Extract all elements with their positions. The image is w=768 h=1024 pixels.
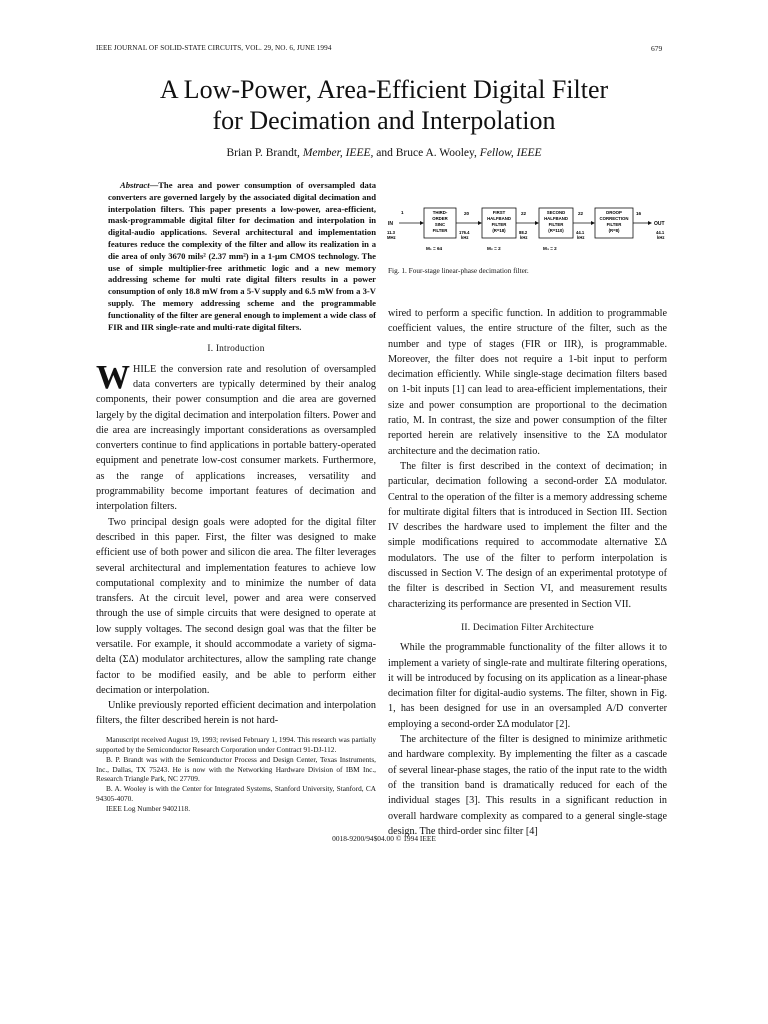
block-2-line-3: FILTER	[491, 222, 507, 227]
block-2-line-1: FIRST	[492, 210, 506, 215]
block-3-line-2: HALFBAND	[544, 216, 568, 221]
link-3-rate: 44.1	[576, 230, 585, 235]
footnote-log-number: IEEE Log Number 9402118.	[106, 804, 191, 814]
block-1-line-1: THIRD-	[432, 210, 448, 215]
right-paragraph-2: The filter is first described in the context of decimation; in particular, decimation following a second-order ΣΔ modulator. Central to the operation of the filter is a memory addressing scheme for multirate digital filters that is introduced in Section III. Section IV describes the hardware used to implement the filter and the simple modifications required to accommodate alternative ΣΔ modulators. The use of the filter to perform interpolation is discussed in Section V. The design of an experimental prototype of the filter is described in Section VI, and measurement results characterizing its performance are presented in Section VII.	[388, 460, 667, 610]
block-4-line-2: CORRECTION	[599, 216, 629, 221]
figure-1-block-diagram	[386, 206, 671, 262]
block-2-line-2: HALFBAND	[487, 216, 511, 221]
arrowhead-out	[648, 221, 652, 225]
footnote-author-2: B. A. Wooley is with the Center for Integrated Systems, Stanford University, Stanford, CA 94305-4070.	[96, 784, 376, 804]
link-3-unit: kHz	[577, 235, 585, 240]
title-line-2: for Decimation and Interpolation	[212, 106, 556, 135]
link-2-rate: 88.2	[519, 230, 528, 235]
output-rate: 44.1	[656, 230, 665, 235]
link-2-bits: 22	[521, 211, 527, 216]
intro-paragraph-1	[96, 358, 376, 515]
block-3-line-4: (R=110)	[548, 228, 564, 233]
block-1-line-3: SINC	[434, 222, 446, 227]
author-conjunction: and	[376, 147, 393, 159]
decimation-factor-2: M₂ = 2	[487, 246, 501, 251]
footnote-author-1: B. P. Brandt was with the Semiconductor Process and Design Center, Texas Instruments, Inc., Dallas, TX 75243. He is now with the Networking Hardware Division of IBM Inc., Research Triangle Park, NC 27709.	[96, 754, 376, 784]
section-heading-architecture: II. Decimation Filter Architecture	[461, 622, 594, 633]
decimation-factor-3: M₃ = 2	[543, 246, 557, 251]
block-4-line-1: DROOP	[606, 210, 622, 215]
arrowhead-in	[420, 221, 424, 225]
author-1-role: Member, IEEE,	[302, 147, 374, 159]
input-label: IN	[388, 221, 393, 227]
paper-title	[60, 74, 708, 136]
link-2-unit: kHz	[520, 235, 528, 240]
author-line	[60, 147, 708, 159]
left-column	[96, 180, 376, 814]
output-rate-unit: kHz	[657, 235, 665, 240]
block-4-line-4: (R=8)	[608, 228, 620, 233]
arrowhead-link-1	[478, 221, 482, 225]
footnote-manuscript: Manuscript received August 19, 1993; revised February 1, 1994. This research was partially supported by the Semiconductor Research Corporation under Contract 91-DJ-112.	[96, 734, 376, 754]
right-paragraph-4: The architecture of the filter is designed to minimize arithmetic and hardware complexity. By implementing the filter as a cascade of several linear-phase stages, the ratio of the input rate to the width of the transition band is dramatically reduced for each of the individual stages [3]. This results in a significant reduction in overall hardware complexity as compared to a general single-stage design. The third-order sinc filter [4]	[388, 734, 667, 837]
right-paragraph-1: wired to perform a specific function. In addition to programmable coefficient values, the entire structure of the filter, such as the number and type of stages (FIR or IIR), is programmable. Moreover, the filter does not require a 1-bit input to perform decimation efficiently. While single-stage decimation filters based on 1-bit inputs [1] can lead to area-efficient implementations, their size and power consumption are proportional to the decimation ratio, M. In contrast, the size and power consumption of the filter reported herein are relatively insensitive to the ΣΔ modulator architecture and the decimation ratio.	[388, 308, 667, 457]
right-column	[388, 306, 667, 839]
intro-paragraph-3: Unlike previously reported efficient decimation and interpolation filters, the filter described herein is not hard-	[96, 700, 376, 727]
right-paragraph-3: While the programmable functionality of the filter allows it to implement a variety of single-rate and multirate filtering operations, it will be introduced by focusing on its application as a linear-phase decimation filter for digital-audio systems. The filter, shown in Fig. 1, has been designed for use in an oversampled A/D converter employing a second-order ΣΔ modulator [2].	[388, 642, 667, 730]
block-3-line-1: SECOND	[546, 210, 566, 215]
block-2-line-4: (R=18)	[492, 228, 506, 233]
output-bits: 16	[636, 211, 642, 216]
abstract	[108, 180, 376, 333]
block-1-line-2: ORDER	[432, 216, 448, 221]
author-1: Brian P. Brandt,	[226, 147, 300, 159]
input-bits: 1	[401, 210, 404, 215]
input-rate-unit: MHz	[387, 235, 396, 240]
block-3-line-3: FILTER	[548, 222, 564, 227]
footnotes	[96, 735, 376, 814]
running-head: IEEE JOURNAL OF SOLID-STATE CIRCUITS, VOL. 29, NO. 6, JUNE 1994	[96, 44, 332, 52]
decimation-factor-1: M₁ = 64	[426, 246, 443, 251]
block-4-line-3: FILTER	[606, 222, 622, 227]
intro-paragraph-1-text: HILE the conversion rate and resolution of oversampled data converters are typically determined by their analog components, their power consumption and die area are governed largely by the digital decimation and interpolation filters. Power and die area are increasingly important considerations as oversampled converters continue to find applications in portable battery-operated equipment and penetrate low-cost consumer markets. Furthermore, as the range of applications increases, versatility and programmability become important features of decimation and interpolation filters.	[96, 363, 376, 513]
link-3-bits: 22	[578, 211, 584, 216]
input-rate: 11.3	[387, 230, 395, 235]
link-1-bits: 20	[464, 211, 470, 216]
author-2-role: Fellow, IEEE	[479, 147, 542, 159]
abstract-text: The area and power consumption of oversampled data converters are governed largely by the associated digital decimation and interpolation filters. This paper presents a low-power, area-efficient, mask-programmable digital filter for decimation and interpolation in digital-audio applications. Several architectural and implementation features reduce the complexity of the filter and allow its realization in a die area of only 3670 mils² (2.37 mm²) in a 1-μm CMOS technology. The use of simple multiplier-free arithmetic logic and a new memory addressing scheme for multi rate digital filters results in a power consumption of only 18.8 mW from a 5-V supply and 6.5 mW from a 3-V supply. The memory addressing scheme and the programmable functionality of the filter are general enough to implement a wide class of FIR and IIR single-rate and multi-rate digital filters.	[108, 180, 376, 332]
drop-cap: W	[96, 358, 130, 396]
block-1-line-4: FILTER	[432, 228, 448, 233]
arrowhead-link-2	[535, 221, 539, 225]
link-1-unit: kHz	[461, 235, 469, 240]
link-1-rate: 176.4	[459, 230, 470, 235]
output-label: OUT	[654, 221, 665, 227]
figure-1-caption: Fig. 1. Four-stage linear-phase decimation filter.	[388, 266, 529, 275]
copyright-line: 0018-9200/94$04.00 © 1994 IEEE	[332, 834, 436, 843]
page-number: 679	[651, 44, 663, 53]
arrowhead-link-3	[591, 221, 595, 225]
abstract-label: Abstract—	[120, 180, 159, 190]
section-heading-introduction: I. Introduction	[207, 344, 265, 355]
author-2: Bruce A. Wooley,	[395, 147, 477, 159]
title-line-1: A Low-Power, Area-Efficient Digital Filter	[159, 75, 609, 104]
intro-paragraph-2: Two principal design goals were adopted for the digital filter described in this paper. First, the filter was designed to make efficient use of both power and silicon die area. The filter leverages several architectural and implementation features to achieve low computational complexity and to minimize the number of data transfers. At the circuit level, power and area were conserved through the use of simple circuits that were designed to operate at low supply voltages. The second design goal was that the filter be versatile. For example, it should accommodate a variety of sigma-delta (ΣΔ) modulator architectures, allow the sampling rate change factor to be modified easily, and be able to perform either decimation or interpolation.	[96, 516, 376, 696]
